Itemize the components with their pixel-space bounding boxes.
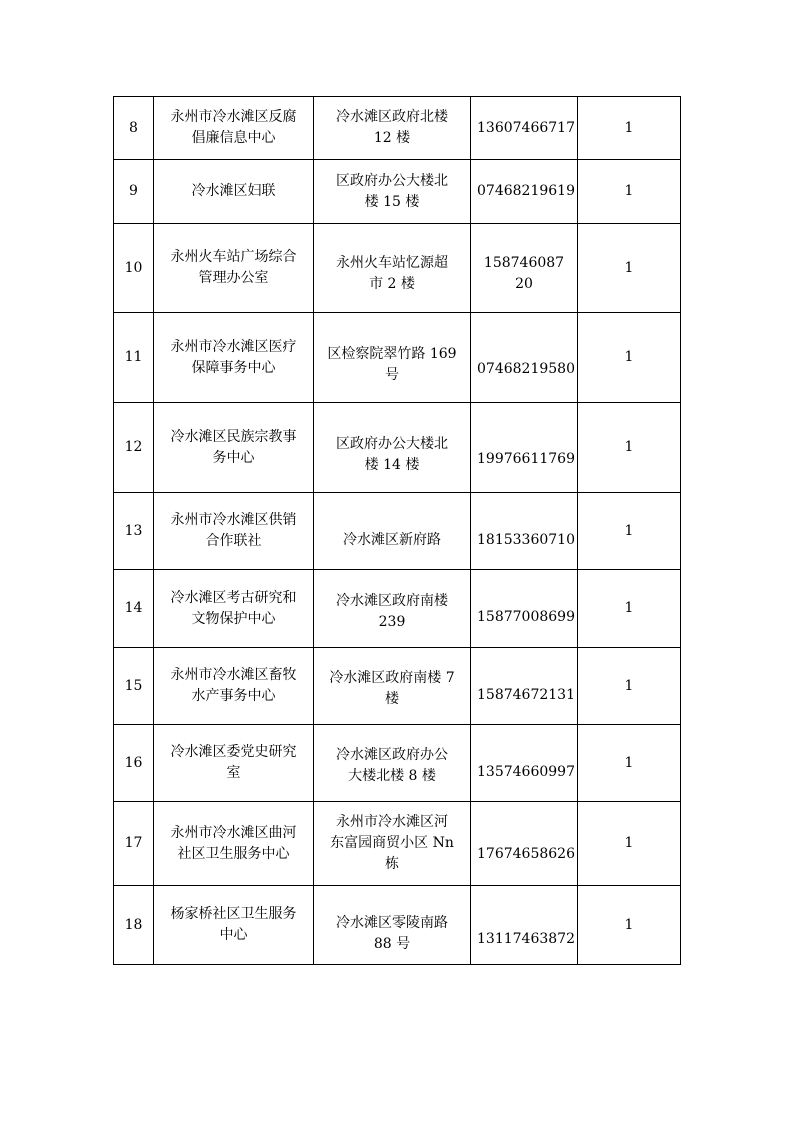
table-row <box>114 160 681 224</box>
table-row <box>114 725 681 802</box>
row-number: 10 <box>114 224 154 313</box>
phone-number: 17674658626 <box>471 802 578 886</box>
phone-number: 15877008699 <box>471 570 578 648</box>
table-row <box>114 886 681 965</box>
table-row <box>114 493 681 570</box>
count: 1 <box>578 313 681 403</box>
table-row <box>114 313 681 403</box>
address: 永州市冷水滩区河 东富园商贸小区 Nn 栋 <box>314 802 471 886</box>
count: 1 <box>578 97 681 160</box>
table-row <box>114 802 681 886</box>
address: 永州火车站忆源超 市 2 楼 <box>314 224 471 313</box>
phone-number: 13574660997 <box>471 725 578 802</box>
row-number: 11 <box>114 313 154 403</box>
count: 1 <box>578 648 681 725</box>
organization-name: 永州市冷水滩区医疗 保障事务中心 <box>154 313 314 403</box>
phone-number: 18153360710 <box>471 493 578 570</box>
organization-name: 永州市冷水滩区反腐 倡廉信息中心 <box>154 97 314 160</box>
count: 1 <box>578 160 681 224</box>
address: 冷水滩区政府办公 大楼北楼 8 楼 <box>314 725 471 802</box>
row-number: 14 <box>114 570 154 648</box>
row-number: 12 <box>114 403 154 493</box>
phone-number: 158746087 20 <box>471 224 578 313</box>
address: 冷水滩区政府北楼 12 楼 <box>314 97 471 160</box>
row-number: 18 <box>114 886 154 965</box>
phone-number: 19976611769 <box>471 403 578 493</box>
table-row <box>114 403 681 493</box>
address: 区政府办公大楼北 楼 14 楼 <box>314 403 471 493</box>
phone-number: 13117463872 <box>471 886 578 965</box>
address: 区政府办公大楼北 楼 15 楼 <box>314 160 471 224</box>
address: 区检察院翠竹路 169 号 <box>314 313 471 403</box>
count: 1 <box>578 570 681 648</box>
row-number: 16 <box>114 725 154 802</box>
row-number: 13 <box>114 493 154 570</box>
address: 冷水滩区政府南楼 239 <box>314 570 471 648</box>
address: 冷水滩区零陵南路 88 号 <box>314 886 471 965</box>
count: 1 <box>578 802 681 886</box>
organization-name: 冷水滩区民族宗教事 务中心 <box>154 403 314 493</box>
phone-number: 07468219580 <box>471 313 578 403</box>
count: 1 <box>578 725 681 802</box>
phone-number: 13607466717 <box>471 97 578 160</box>
row-number: 15 <box>114 648 154 725</box>
count: 1 <box>578 886 681 965</box>
table-row <box>114 224 681 313</box>
row-number: 17 <box>114 802 154 886</box>
address: 冷水滩区新府路 <box>314 493 471 570</box>
organization-name: 冷水滩区委党史研究 室 <box>154 725 314 802</box>
organization-name: 永州市冷水滩区畜牧 水产事务中心 <box>154 648 314 725</box>
address: 冷水滩区政府南楼 7 楼 <box>314 648 471 725</box>
row-number: 8 <box>114 97 154 160</box>
count: 1 <box>578 403 681 493</box>
phone-number: 15874672131 <box>471 648 578 725</box>
organization-name: 永州市冷水滩区曲河 社区卫生服务中心 <box>154 802 314 886</box>
row-number: 9 <box>114 160 154 224</box>
count: 1 <box>578 493 681 570</box>
table-row <box>114 97 681 160</box>
phone-number: 07468219619 <box>471 160 578 224</box>
table-row <box>114 570 681 648</box>
organization-name: 杨家桥社区卫生服务 中心 <box>154 886 314 965</box>
organization-name: 冷水滩区考古研究和 文物保护中心 <box>154 570 314 648</box>
organization-name: 永州市冷水滩区供销 合作联社 <box>154 493 314 570</box>
count: 1 <box>578 224 681 313</box>
contact-table <box>113 96 681 965</box>
organization-name: 冷水滩区妇联 <box>154 160 314 224</box>
table-row <box>114 648 681 725</box>
organization-name: 永州火车站广场综合 管理办公室 <box>154 224 314 313</box>
